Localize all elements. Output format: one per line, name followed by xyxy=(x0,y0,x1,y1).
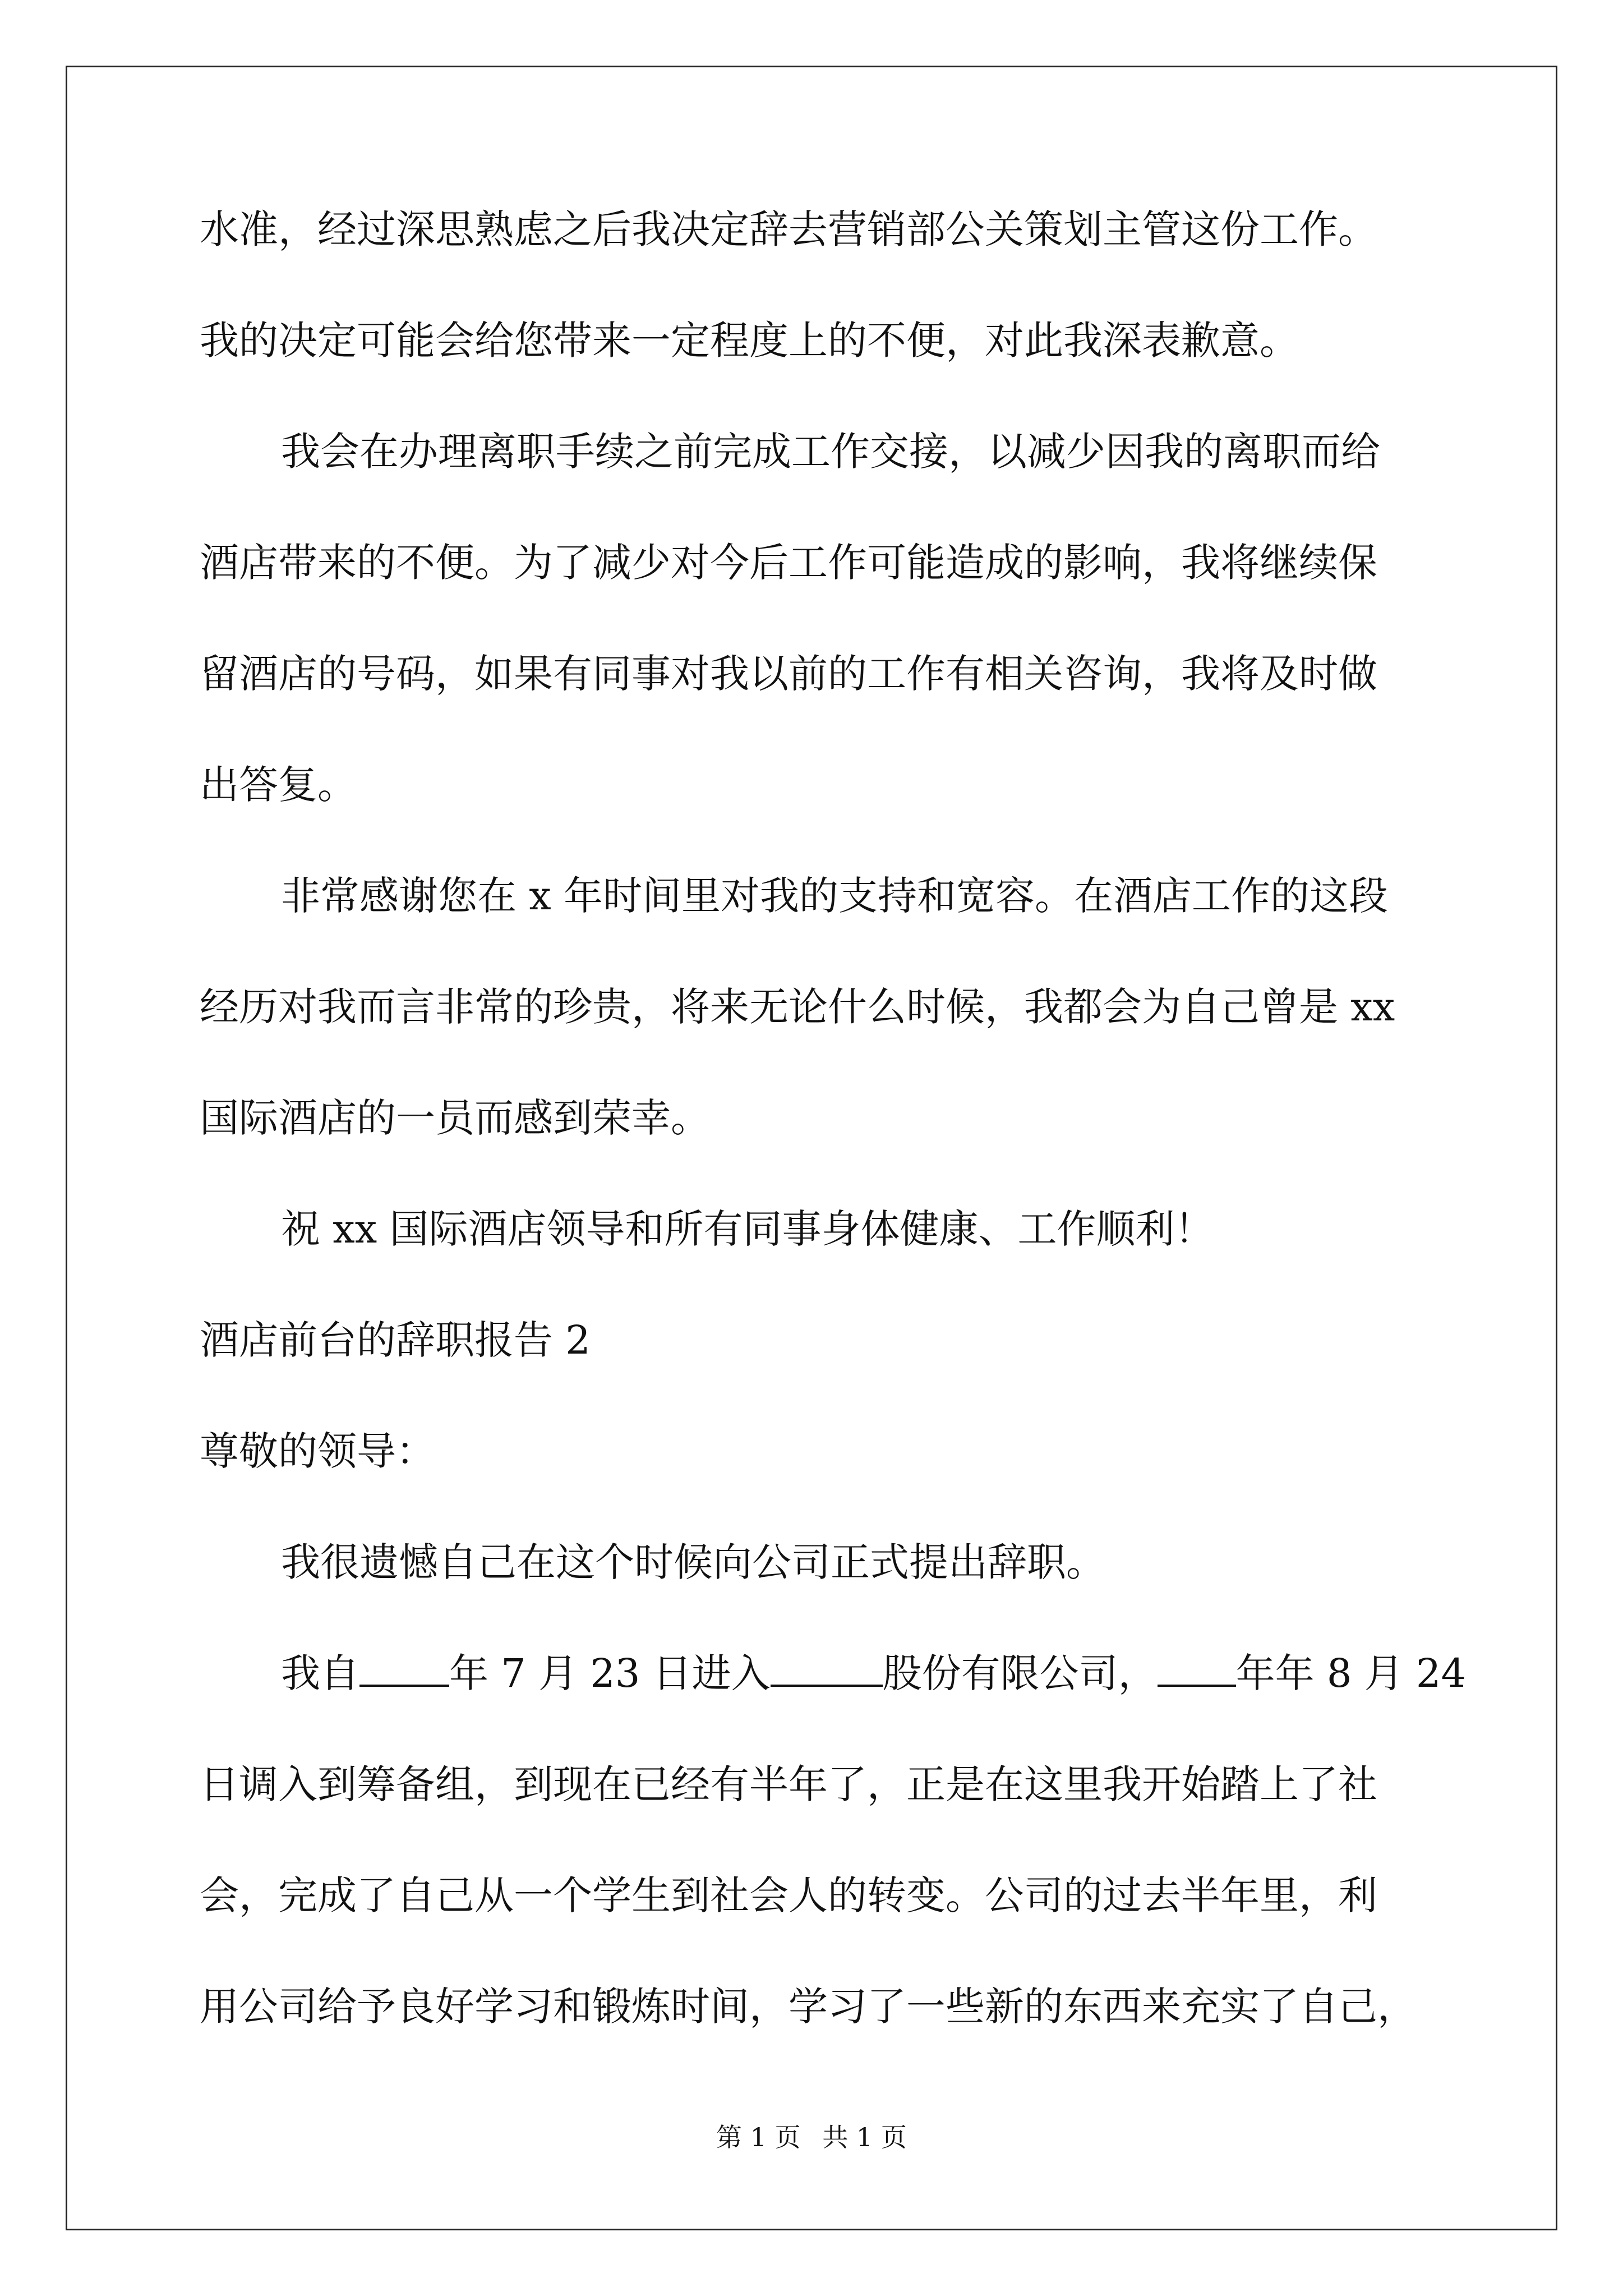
closing-wish: 祝 xx 国际酒店领导和所有同事身体健康、工作顺利！ xyxy=(281,1206,1214,1252)
text-line: 水准，经过深思熟虑之后我决定辞去营销部公关策划主管这份工作。 xyxy=(200,206,1377,252)
text-fragment: 我自 xyxy=(281,1650,359,1696)
section-title: 酒店前台的辞职报告 2 xyxy=(200,1317,591,1363)
text-line: 酒店带来的不便。为了减少对今后工作可能造成的影响，我将继续保 xyxy=(200,540,1377,586)
text-fragment: 股份有限公司， xyxy=(882,1650,1158,1696)
fill-in-blank xyxy=(359,1651,449,1687)
text-line: 我的决定可能会给您带来一定程度上的不便，对此我深表歉意。 xyxy=(200,318,1299,364)
text-line: 国际酒店的一员而感到荣幸。 xyxy=(200,1095,710,1141)
paragraph-start-with-blanks xyxy=(200,1646,1466,1701)
fill-in-blank xyxy=(1158,1651,1236,1687)
page-total: 共 1 页 xyxy=(822,2122,907,2152)
document-body xyxy=(200,202,1466,2090)
salutation: 尊敬的领导： xyxy=(200,1428,435,1474)
paragraph-start: 我会在办理离职手续之前完成工作交接，以减少因我的离职而给 xyxy=(281,429,1380,475)
text-fragment: 年 7 月 23 日进入 xyxy=(449,1650,771,1696)
text-line: 出答复。 xyxy=(200,762,357,808)
paragraph-start: 非常感谢您在 x 年时间里对我的支持和宽容。在酒店工作的这段 xyxy=(281,873,1388,919)
text-line: 经历对我而言非常的珍贵，将来无论什么时候，我都会为自己曾是 xx xyxy=(200,984,1395,1030)
fill-in-blank xyxy=(771,1651,883,1687)
page-number: 第 1 页 xyxy=(716,2122,801,2152)
paragraph-start: 我很遗憾自己在这个时候向公司正式提出辞职。 xyxy=(281,1539,1105,1585)
text-line: 用公司给予良好学习和锻炼时间，学习了一些新的东西来充实了自己， xyxy=(200,1984,1417,2030)
text-fragment: 年年 8 月 24 xyxy=(1235,1650,1466,1696)
text-line: 会，完成了自己从一个学生到社会人的转变。公司的过去半年里，利 xyxy=(200,1872,1377,1918)
page-footer xyxy=(0,2120,1623,2154)
text-line: 留酒店的号码，如果有同事对我以前的工作有相关咨询，我将及时做 xyxy=(200,651,1377,697)
text-line: 日调入到筹备组，到现在已经有半年了，正是在这里我开始踏上了社 xyxy=(200,1761,1377,1807)
